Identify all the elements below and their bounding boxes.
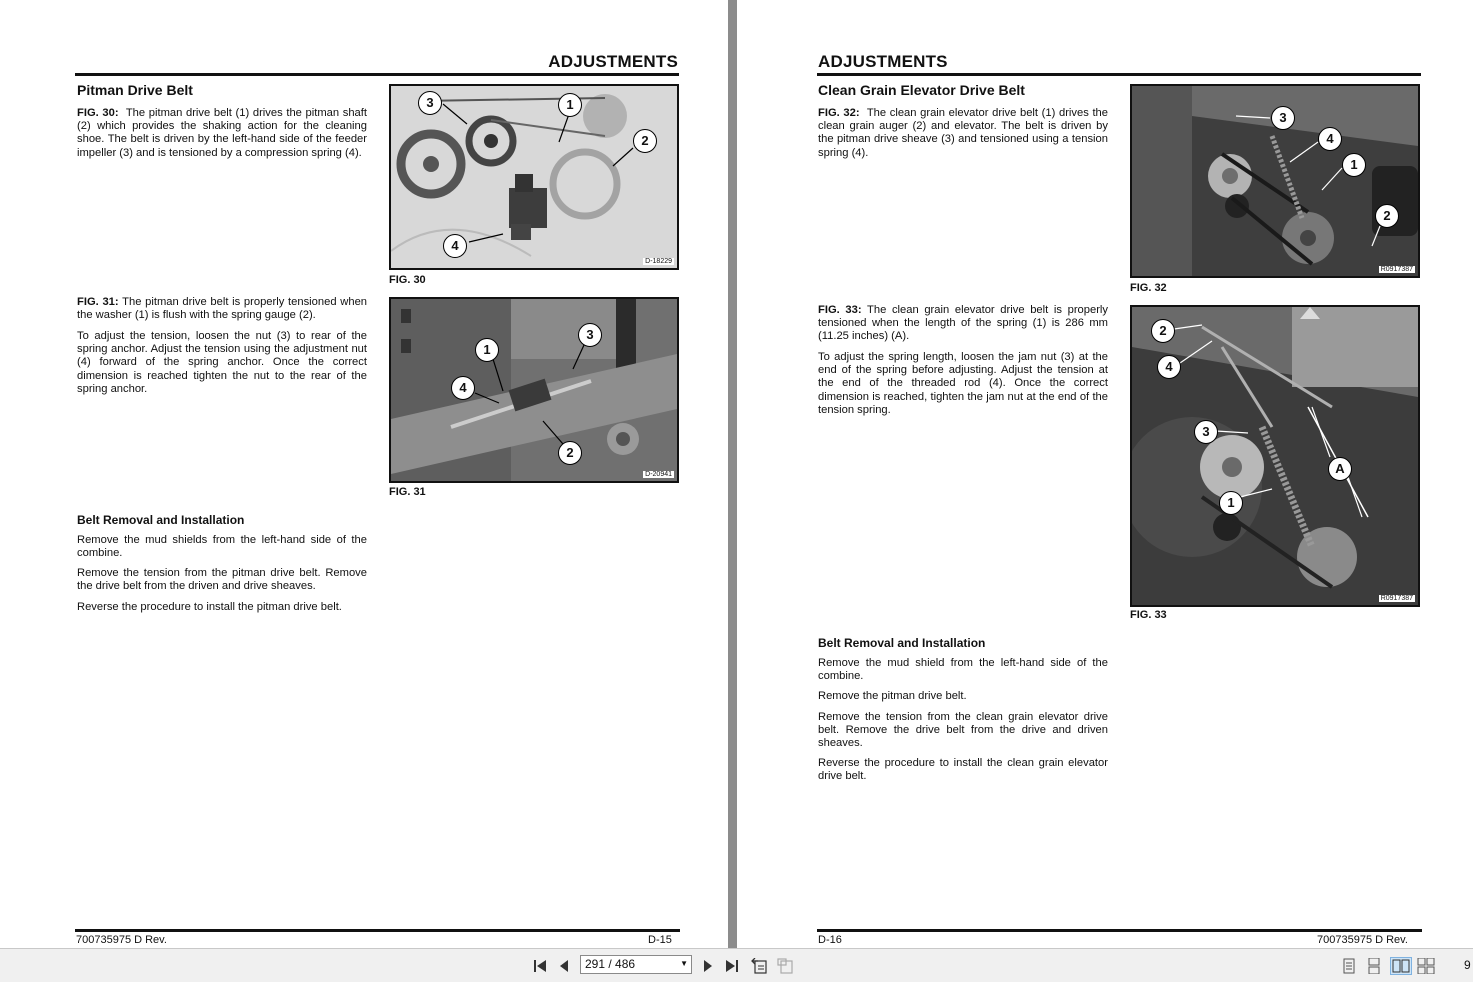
section-header: ADJUSTMENTS	[818, 52, 948, 71]
paragraph-fig32	[818, 107, 1108, 160]
paragraph-fig31	[77, 296, 367, 322]
paragraph-adjust: To adjust the tension, loosen the nut (3) to rear of the spring anchor. Adjust the tension using the adjustment nut (4) forward of the spring anchor. Once the correct dimension is reached tighten the nut to the rear of the spring anchor.	[77, 330, 367, 395]
footer-doc-number: 700735975 D Rev.	[76, 934, 167, 946]
previous-view-icon	[750, 958, 768, 974]
fig31-callouts	[391, 299, 677, 481]
figure-33-caption: FIG. 33	[1130, 609, 1167, 621]
removal-step-3: Reverse the procedure to install the pitman drive belt.	[77, 601, 342, 613]
previous-page-icon	[557, 959, 571, 973]
callout-3: 3	[418, 91, 442, 115]
callout-2: 2	[1375, 204, 1399, 228]
left-page	[0, 0, 728, 948]
right-page	[737, 0, 1473, 948]
facing-view-button[interactable]	[1390, 957, 1412, 975]
footer-page-number: D-16	[818, 934, 842, 946]
figure-code: D-20941	[645, 471, 672, 478]
callout-A: A	[1328, 457, 1352, 481]
fig33-label: FIG. 33:	[818, 304, 862, 316]
fig32-label: FIG. 32:	[818, 107, 860, 119]
header-rule	[817, 73, 1421, 76]
figure-code: R0917387	[1380, 266, 1413, 273]
paragraph-adjust: To adjust the spring length, loosen the jam nut (3) at the end of the spring before adjusting. Adjust the tension at the end of the threaded rod (4). Once the correct dimension is reached, tighten the jam nut at the end of the tension spring.	[818, 351, 1108, 416]
callout-4: 4	[1318, 127, 1342, 151]
footer-rule	[817, 929, 1422, 932]
callout-4: 4	[1157, 355, 1181, 379]
fig31-text: The pitman drive belt is properly tensioned when the washer (1) is flush with the spring gauge (2).	[77, 296, 368, 322]
continuous-page-icon	[1367, 958, 1381, 974]
figure-30-caption: FIG. 30	[389, 274, 426, 286]
footer-rule	[75, 929, 680, 932]
paragraph-fig30	[77, 107, 367, 160]
removal-step-3: Remove the tension from the clean grain elevator drive belt. Remove the drive belt from the drive and driven sheaves.	[818, 711, 1108, 750]
figure-33	[1130, 305, 1420, 607]
fig33-callouts	[1132, 307, 1418, 605]
callout-4: 4	[451, 376, 475, 400]
continuous-facing-view-button[interactable]	[1417, 957, 1435, 975]
removal-step-2: Remove the tension from the pitman drive belt. Remove the drive belt from the driven and drive sheaves.	[77, 567, 367, 593]
section-header: ADJUSTMENTS	[548, 52, 678, 71]
fig32-text: The clean grain elevator drive belt (1) drives the clean grain auger (2) and elevator. The belt is driven by the pitman drive sheave (3) and tensioned using a tension spring (4).	[818, 107, 1109, 159]
callout-1: 1	[475, 338, 499, 362]
viewer-toolbar	[0, 948, 1473, 982]
callout-3: 3	[1271, 106, 1295, 130]
first-page-icon	[532, 959, 548, 973]
callout-2: 2	[1151, 319, 1175, 343]
last-page-icon	[724, 959, 740, 973]
next-page-button[interactable]	[699, 957, 717, 975]
removal-step-1: Remove the mud shield from the left-hand side of the combine.	[818, 657, 1108, 683]
figure-code: R0917387	[1380, 595, 1413, 602]
callout-1: 1	[1219, 491, 1243, 515]
fig31-label: FIG. 31:	[77, 296, 119, 308]
continuous-facing-icon	[1417, 958, 1435, 974]
sub-heading: Belt Removal and Installation	[818, 636, 986, 650]
next-page-icon	[701, 959, 715, 973]
callout-1: 1	[558, 93, 582, 117]
continuous-view-button[interactable]	[1365, 957, 1383, 975]
header-rule	[75, 73, 679, 76]
figure-code: D-18229	[645, 258, 672, 265]
section-title: Pitman Drive Belt	[77, 82, 193, 98]
removal-step-2: Remove the pitman drive belt.	[818, 690, 967, 702]
previous-view-button[interactable]	[750, 957, 768, 975]
figure-32	[1130, 84, 1420, 278]
section-title: Clean Grain Elevator Drive Belt	[818, 82, 1025, 98]
callout-3: 3	[1194, 420, 1218, 444]
single-page-icon	[1342, 958, 1356, 974]
previous-page-button[interactable]	[555, 957, 573, 975]
figure-31	[389, 297, 679, 483]
last-page-button[interactable]	[723, 957, 741, 975]
figure-32-caption: FIG. 32	[1130, 282, 1167, 294]
paragraph-fig33	[818, 304, 1108, 344]
callout-2: 2	[633, 129, 657, 153]
callout-3: 3	[578, 323, 602, 347]
figure-31-caption: FIG. 31	[389, 486, 426, 498]
next-view-icon	[776, 958, 794, 974]
fig30-label: FIG. 30:	[77, 107, 119, 119]
page-number-text: 291 / 486	[585, 957, 636, 971]
sub-heading: Belt Removal and Installation	[77, 513, 245, 527]
facing-pages-icon	[1392, 959, 1410, 973]
next-view-button[interactable]	[776, 957, 794, 975]
first-page-button[interactable]	[531, 957, 549, 975]
fig30-text: The pitman drive belt (1) drives the pitman shaft (2) which provides the shaking action for the cleaning shoe. The belt is driven by the left-hand side of the feeder impeller (3) and is tensioned by a compression spring (4).	[77, 107, 367, 159]
fig33-text: The clean grain elevator drive belt is properly tensioned when the length of the spring (1) is 286 mm (11.25 inches) (A).	[818, 304, 1109, 343]
figure-30	[389, 84, 679, 270]
callout-2: 2	[558, 441, 582, 465]
callout-4: 4	[443, 234, 467, 258]
page-number-field[interactable]	[580, 955, 692, 974]
footer-doc-number: 700735975 D Rev.	[1317, 934, 1408, 946]
chevron-down-icon[interactable]: ▼	[680, 959, 688, 968]
callout-1: 1	[1342, 153, 1366, 177]
removal-step-4: Reverse the procedure to install the clean grain elevator drive belt.	[818, 757, 1108, 783]
single-page-view-button[interactable]	[1340, 957, 1358, 975]
removal-step-1: Remove the mud shields from the left-hand side of the combine.	[77, 534, 367, 560]
footer-page-number: D-15	[648, 934, 672, 946]
zoom-level-text[interactable]: 9	[1464, 958, 1471, 972]
